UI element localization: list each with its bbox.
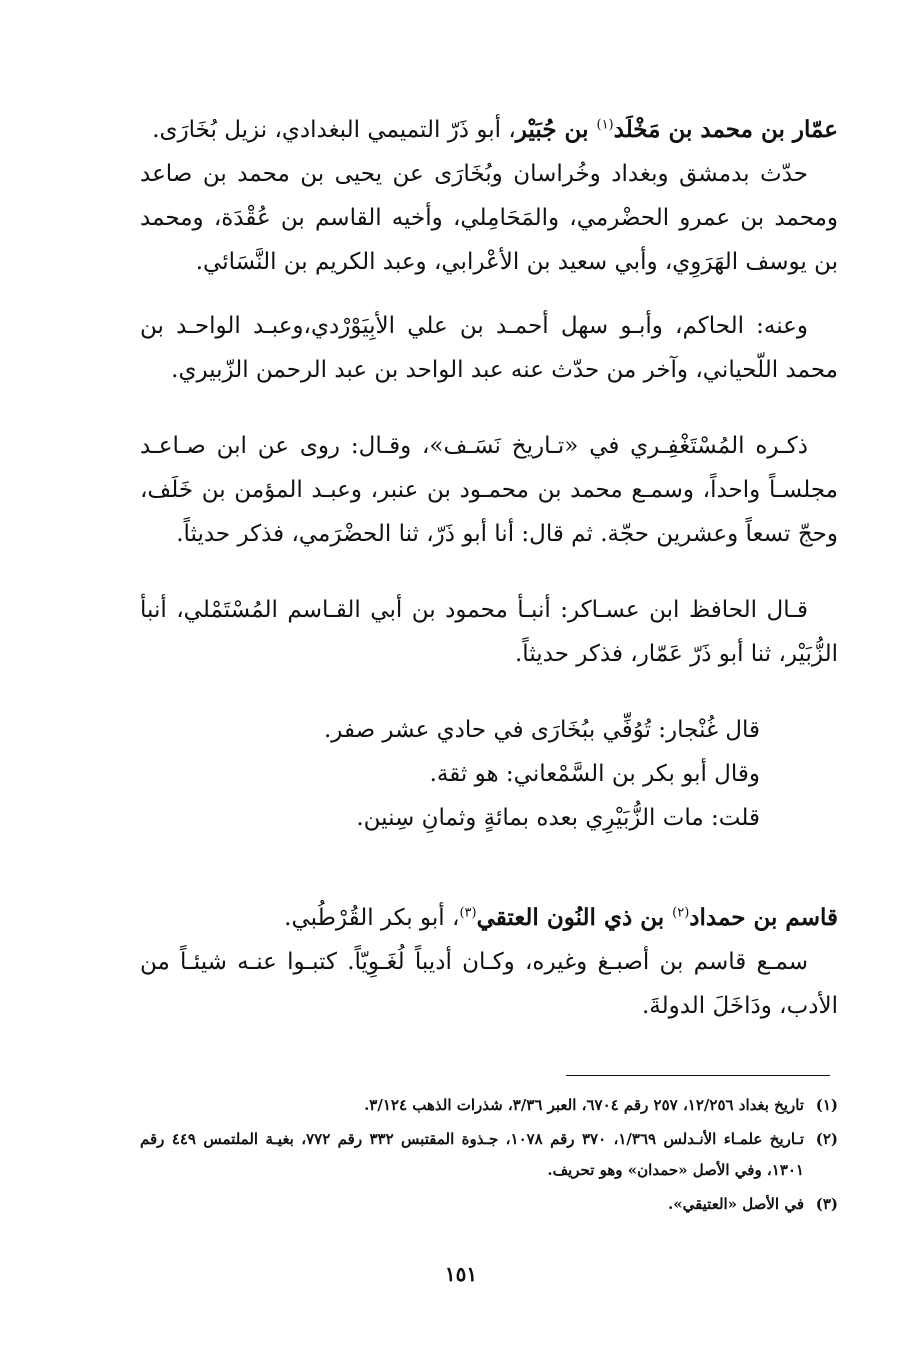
footnote-text: في الأصل «العتيقي». [667,1195,804,1213]
footnote [140,1124,838,1186]
paragraph: حدّث بدمشق وبغداد وخُراسان وبُخَارَى عن يحيى بن محمد بن صاعد ومحمد بن عمرو الحضْرمي، والمَحَامِلي، وأخيه القاسم بن عُقْدَة، ومحمد بن يوسف الهَرَوِي، وأبي سعيد بن الأعْرابي، وعبد الكريم بن النَّسَائي. [140,161,838,275]
footnote-divider [566,1075,830,1076]
footnotes [140,1090,838,1223]
entry-name: عمّار بن محمد بن مَخْلَد [613,116,838,143]
page-number: ١٥١ [444,1262,478,1286]
entry-heading-rest: ، أبو ذَرّ التميمي البغدادي، نزيل بُخَارَى. [152,117,516,143]
main-text [140,108,838,1028]
paragraph: سمـع قاسم بن أصبـغ وغيره، وكـان أديباً لُغَـوِيّاً. كتبـوا عنـه شيئـاً من الأدب، ودَاخَلَ الدولةَ. [140,949,838,1019]
paragraph: قـال الحافظ ابن عسـاكر: أنبـأ محمود بن أبي القـاسم المُسْتَمْلي، أنبأ الزُّبَيْر، ثنا أبو ذَرّ عَمّار، فذكر حديثاً. [140,597,838,667]
footnote-text: تـاريخ علمـاء الأنـدلس ١/٣٦٩، ٣٧٠ رقم ١٠٧٨، جـذوة المقتبس ٣٣٢ رقم ٧٧٢، بغيـة الملتمس ٤٤٩ رقم ١٣٠١، وفي الأصل «حمدان» وهو تحريف. [140,1130,805,1179]
footnote-number: (١) [815,1096,838,1114]
quote-line: قلت: مات الزُّبَيْرِي بعده بمائةٍ وثمانِ سِنين. [356,805,760,831]
footnote-text: تاريخ بغداد ١٢/٢٥٦، ٢٥٧ رقم ٦٧٠٤، العبر ٣/٣٦، شذرات الذهب ٣/١٢٤. [364,1096,804,1114]
entry-name-continued: بن ذي النُون العتقي [476,904,673,931]
footnote-number: (٣) [815,1195,838,1213]
entry-heading-rest: ، أبو بكر القُرْطُبي. [284,905,460,931]
quote-block [140,708,838,840]
entry-name: قاسم بن حمداد [689,904,838,931]
footnote-ref: (٣) [459,905,477,921]
quote-line: قال غُنْجار: تُوُفِّي ببُخَارَى في حادي عشر صفر. [323,717,760,743]
entry-heading-qasim [140,896,838,940]
footnote-ref: (٢) [672,905,690,921]
paragraph: ذكـره المُسْتَغْفِـري في «تـاريخ نَسَـف»، وقـال: روى عن ابن صـاعـد مجلسـاً واحداً، وسمـع محمد بن محمـود بن عنبر، وعبـد المؤمن بن خَلَف، وحجّ تسعاً وعشرين حجّة. ثم قال: أنا أبو ذَرّ، ثنا الحضْرَمي، فذكر حديثاً. [140,433,838,547]
footnote [140,1189,838,1220]
entry-name-continued: بن جُبَيْر [515,116,597,143]
footnote [140,1090,838,1121]
paragraph: وعنه: الحاكم، وأبـو سهل أحمـد بن علي الأبِيَوْرْدي،وعبـد الواحـد بن محمد اللّحياني، وآخر من حدّث عنه عبد الواحد بن عبد الرحمن الزّبيري. [140,313,838,383]
footnote-ref: (١) [596,117,614,133]
entry-heading-ammar [140,108,838,152]
quote-line: وقال أبو بكر بن السَّمْعاني: هو ثقة. [429,761,760,787]
footnote-number: (٢) [815,1130,838,1148]
